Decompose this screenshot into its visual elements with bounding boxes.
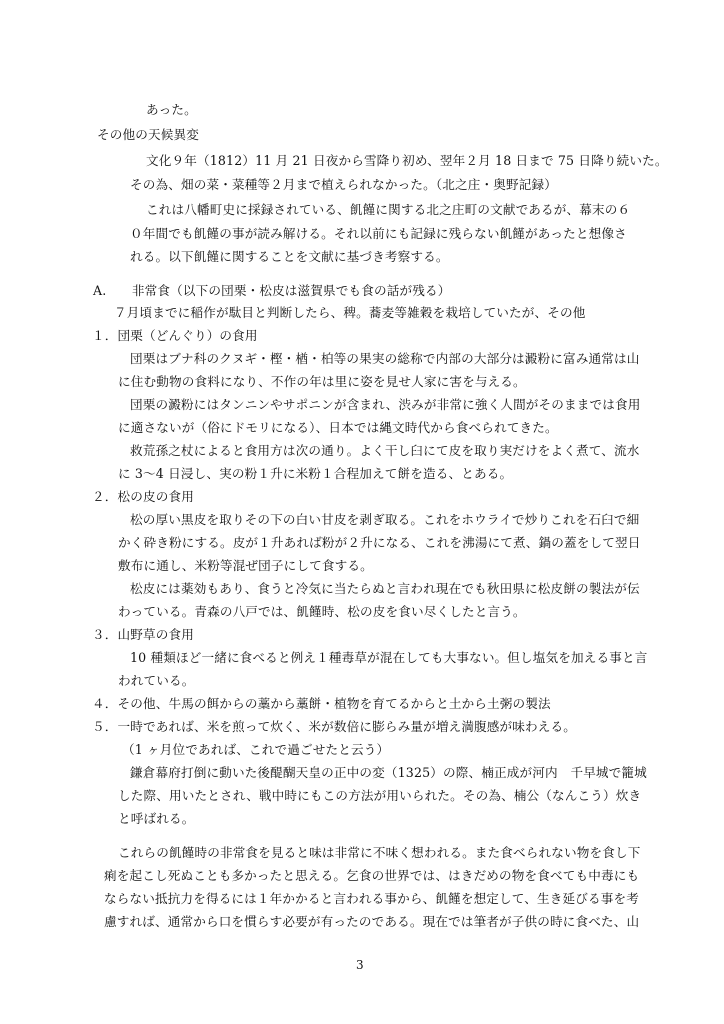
text-line: その為、畑の菜・菜種等２月まで植えられなかった。（北之庄・奥野記録） (130, 177, 557, 192)
text-line: に住む動物の食料になり、不作の年は里に姿を見せ人家に害を与える。 (118, 374, 526, 389)
text-line: これは八幡町史に採録されている、飢饉に関する北之庄町の文献であるが、幕末の６ (146, 202, 631, 217)
text-line: した際、用いたとされ、戦中時にもこの方法が用いられた。その為、楠公（なんこう）炊き (118, 788, 642, 803)
text-line: 文化９年（1812）11 月 21 日夜から雪降り初め、翌年２月 18 日まで 75 日降り続いた。 (146, 153, 668, 168)
section-heading: その他の天候異変 (97, 127, 199, 142)
text-line: 松皮には薬効もあり、食うと冷気に当たらぬと言われ現在でも秋田県に松皮餅の製法が伝 (130, 581, 640, 596)
text-line: 松の厚い黒皮を取りその下の白い甘皮を剥ぎ取る。これをホウライで炒りこれを石臼で細 (130, 512, 640, 527)
list-heading: １．団栗（どんぐり）の食用 (92, 328, 258, 343)
text-line: れる。以下飢饉に関することを文献に基づき考察する。 (130, 249, 449, 264)
text-line: ７月頃までに稲作が駄目と判断したら、稗。蕎麦等雑穀を栽培していたが、その他 (114, 305, 586, 320)
text-line: 団栗の澱粉にはタンニンやサポニンが含まれ、渋みが非常に強く人間がそのままでは食用 (130, 397, 641, 412)
list-heading: ４．その他、牛馬の餌からの藁から藁餅・植物を育てるからと土から土粥の製法 (92, 696, 551, 711)
text-line: に適さないが（俗にドモリになる）、日本では縄文時代から食べられてきた。 (118, 420, 558, 435)
text-line: 痢を起こし死ぬことも多かったと思える。乞食の世界では、はきだめの物を食べても中毒にも (104, 868, 640, 883)
text-line: 鎌倉幕府打倒に動いた後醍醐天皇の正中の変（1325）の際、楠正成が河内 千早城で籠城 (130, 765, 647, 780)
text-line: と呼ばれる。 (118, 811, 195, 826)
text-line: われている。 (118, 673, 195, 688)
text-line: 救荒孫之杖によると食用方は次の通り。よく干し臼にて皮を取り実だけをよく煮て、流水 (130, 443, 640, 458)
text-line: 敷布に通し、米粉等混ぜ団子にして食する。 (118, 558, 373, 573)
list-heading: ３．山野草の食用 (92, 627, 194, 642)
page-number: 3 (356, 958, 364, 972)
text-line: かく砕き粉にする。皮が１升あれば粉が２升になる、これを沸湯にて煮、鍋の蓋をして翌日 (118, 535, 641, 550)
text-line: 慮すれば、通常から口を慣らす必要が有ったのである。現在では筆者が子供の時に食べた、山 (104, 914, 640, 929)
text-line: これらの飢饉時の非常食を見ると味は非常に不味く想われる。また食べられない物を食し下 (118, 845, 641, 860)
text-line: わっている。青森の八戸では、飢饉時、松の皮を食い尽くしたと言う。 (118, 604, 526, 619)
text-line: （1 ヶ月位であれば、これで過ごせたと云う） (122, 742, 390, 757)
section-heading: A. 非常食（以下の団栗・松皮は滋賀県でも食の話が残る） (93, 283, 451, 298)
text-line: 団栗はブナ科のクヌギ・樫・楢・柏等の果実の総称で内部の大部分は澱粉に富み通常は山 (130, 351, 640, 366)
text-line: ならない抵抗力を得るには１年かかると言われる事から、飢饉を想定して、生き延びる事を考 (104, 891, 639, 906)
text-line: に 3～4 日浸し、実の粉１升に米粉１合程加えて餅を造る、とある。 (118, 466, 513, 481)
text-line: ０年間でも飢饉の事が読み解ける。それ以前にも記録に残らない飢饉があったと想像さ (130, 226, 627, 241)
list-heading: ５．一時であれば、米を煎って炊く、米が数倍に膨らみ量が増え満腹感が味わえる。 (92, 719, 577, 734)
text-line: 10 種類ほど一緒に食べると例え１種毒草が混在しても大事ない。但し塩気を加える事と言 (130, 650, 648, 665)
list-heading: ２．松の皮の食用 (92, 489, 194, 504)
text-line: あった。 (146, 102, 197, 117)
